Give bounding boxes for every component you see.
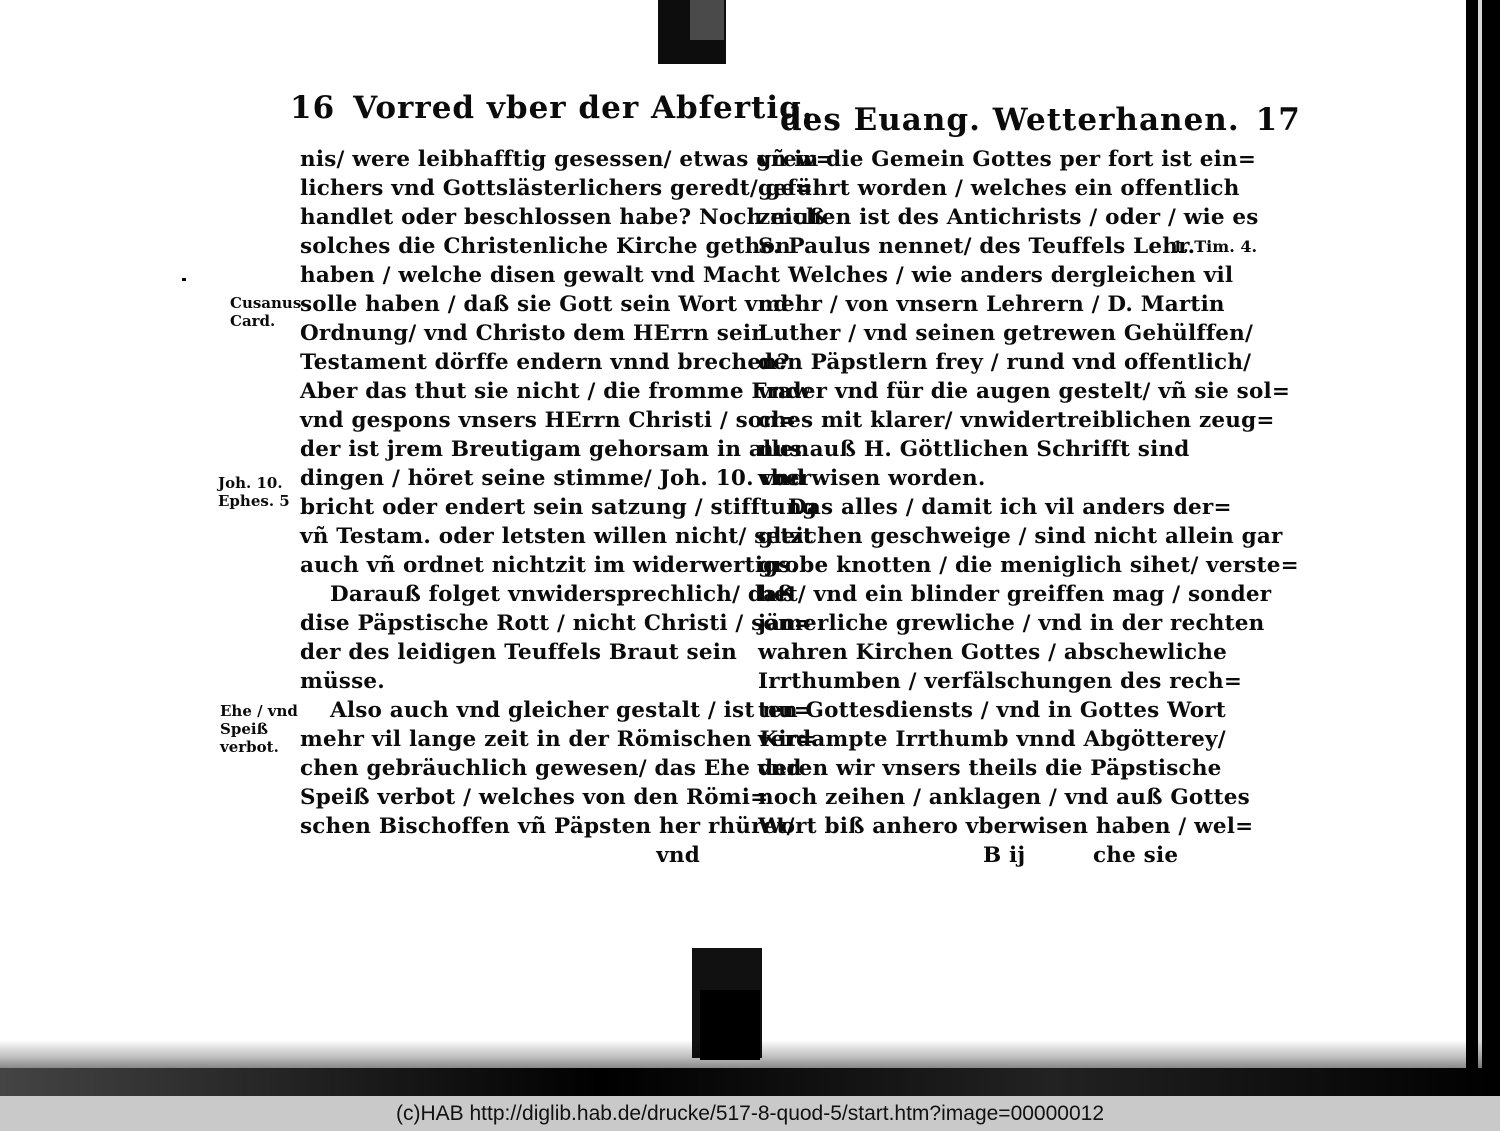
text-line: den Päpstlern frey / rund vnd offentlich/ — [758, 350, 1252, 375]
text-line: zeichen ist des Antichrists / oder / wie es — [758, 205, 1259, 230]
left-running-head — [290, 90, 814, 126]
text-line: mehr vil lange zeit in der Römischen Kir= — [300, 727, 817, 752]
left-body-text — [300, 145, 834, 870]
right-page-foot — [758, 841, 1178, 870]
margin-note-line: Card. — [230, 312, 276, 330]
text-line: vnder vnd für die augen gestelt/ vñ sie sol= — [758, 379, 1291, 404]
text-line: mehr / von vnsern Lehrern / D. Martin — [758, 292, 1225, 317]
text-line: Aber das thut sie nicht / die fromme Fraw — [300, 379, 811, 404]
text-line: solle haben / daß sie Gott sein Wort vnd — [300, 292, 789, 317]
margin-note-line: Ephes. 5 — [218, 492, 290, 510]
text-line: grobe knotten / die meniglich sihet/ verste= — [758, 553, 1299, 578]
text-line: Speiß verbot / welches von den Römi= — [300, 785, 769, 810]
ink-speck — [182, 278, 186, 281]
margin-note-line: Ehe / vnd — [220, 702, 298, 720]
text-line: gleichen geschweige / sind nicht allein gar — [758, 524, 1283, 549]
margin-note-cusanus — [230, 294, 301, 330]
right-running-title: des Euang. Wetterhanen. — [780, 102, 1240, 138]
text-line: Wort biß anhero vberwisen haben / wel= — [758, 814, 1254, 839]
text-line: handlet oder beschlossen habe? Noch muß — [300, 205, 826, 230]
text-line: bricht oder endert sein satzung / stifftung — [300, 495, 818, 520]
text-line: Darauß folget vnwidersprechlich/ daß — [330, 582, 794, 607]
text-line: der ist jrem Breutigam gehorsam in allen — [300, 437, 810, 462]
text-line: noch zeihen / anklagen / vnd auß Gottes — [758, 785, 1250, 810]
left-page — [212, 88, 834, 908]
text-line: vberwisen worden. — [758, 466, 986, 491]
left-running-title: Vorred vber der Abfertig. — [353, 90, 814, 126]
scan-right-edge — [1466, 0, 1500, 1096]
text-line: Welches / wie anders dergleichen vil — [788, 263, 1234, 288]
margin-note-line: Joh. 10. — [218, 474, 283, 492]
text-line: wahren Kirchen Gottes / abschewliche — [758, 640, 1227, 665]
scan-right-edge-highlight — [1478, 0, 1482, 1096]
text-line: geführt worden / welches ein offentlich — [758, 176, 1240, 201]
text-line: vñ Testam. oder letsten willen nicht/ setzt — [300, 524, 814, 549]
text-line: lichers vnd Gottslästerlichers geredt/ ge= — [300, 176, 813, 201]
text-line: der des leidigen Teuffels Braut sein — [300, 640, 737, 665]
text-line: dise Päpstische Rott / nicht Christi / son= — [300, 611, 813, 636]
margin-note-line: verbot. — [220, 738, 279, 756]
text-line: vnd gespons vnsers HErrn Christi / son= — [300, 408, 797, 433]
binding-clip-top-shade — [690, 0, 724, 40]
text-line: Ordnung/ vnd Christo dem HErrn sein — [300, 321, 768, 346]
left-catchword: vnd — [656, 843, 700, 868]
text-line: jämerliche grewliche / vnd in der rechten — [758, 611, 1265, 636]
text-line: ches mit klarer/ vnwidertreiblichen zeug= — [758, 408, 1275, 433]
margin-note-joh — [218, 474, 290, 510]
text-line: deren wir vnsers theils die Päpstische — [758, 756, 1222, 781]
text-line: nus auß H. Göttlichen Schrifft sind — [758, 437, 1190, 462]
scan-bottom-edge — [0, 1068, 1500, 1096]
text-line: dingen / höret seine stimme/ Joh. 10. vnd — [300, 466, 806, 491]
text-line: het/ vnd ein blinder greiffen mag / sonder — [758, 582, 1272, 607]
margin-note-ehe — [220, 702, 298, 756]
text-line: Luther / vnd seinen getrewen Gehülffen/ — [758, 321, 1254, 346]
text-line: vñ in die Gemein Gottes per fort ist ein= — [758, 147, 1257, 172]
text-line: Irrthumben / verfälschungen des rech= — [758, 669, 1243, 694]
text-line: haben / welche disen gewalt vnd Macht — [300, 263, 781, 288]
right-catchword: che sie — [1093, 843, 1179, 868]
text-line: Das alles / damit ich vil anders der= — [788, 495, 1232, 520]
right-page-number: 17 — [1255, 102, 1301, 138]
margin-note-line: Speiß — [220, 720, 268, 738]
margin-note-tim: 1. Tim. 4. — [1172, 237, 1258, 256]
left-page-number: 16 — [290, 90, 336, 126]
text-line: Testament dörffe endern vnnd brechen? — [300, 350, 790, 375]
text-line: nis/ were leibhafftig gesessen/ etwas grew= — [300, 147, 834, 172]
text-line: verdampte Irrthumb vnnd Abgötterey/ — [758, 727, 1226, 752]
source-footer: (c)HAB http://diglib.hab.de/drucke/517-8-quod-5/start.htm?image=00000012 — [0, 1096, 1500, 1131]
signature-mark: B ij — [983, 843, 1026, 868]
margin-note-line: Cusanus — [230, 294, 302, 312]
text-line: chen gebräuchlich gewesen/ das Ehe vnd — [300, 756, 802, 781]
right-page — [750, 100, 1301, 900]
text-line: ten Gottesdiensts / vnd in Gottes Wort — [758, 698, 1226, 723]
text-line: Also auch vnd gleicher gestalt / ist nu= — [330, 698, 813, 723]
right-running-head — [780, 102, 1301, 138]
text-line: auch vñ ordnet nichtzit im widerwertigs. — [300, 553, 799, 578]
text-line: solches die Christenliche Kirche gethon — [300, 234, 791, 259]
text-line: schen Bischoffen vñ Päpsten her rhüret/ — [300, 814, 795, 839]
text-line: müsse. — [300, 669, 385, 694]
text-line: S. Paulus nennet/ des Teuffels Lehr. — [758, 234, 1196, 259]
